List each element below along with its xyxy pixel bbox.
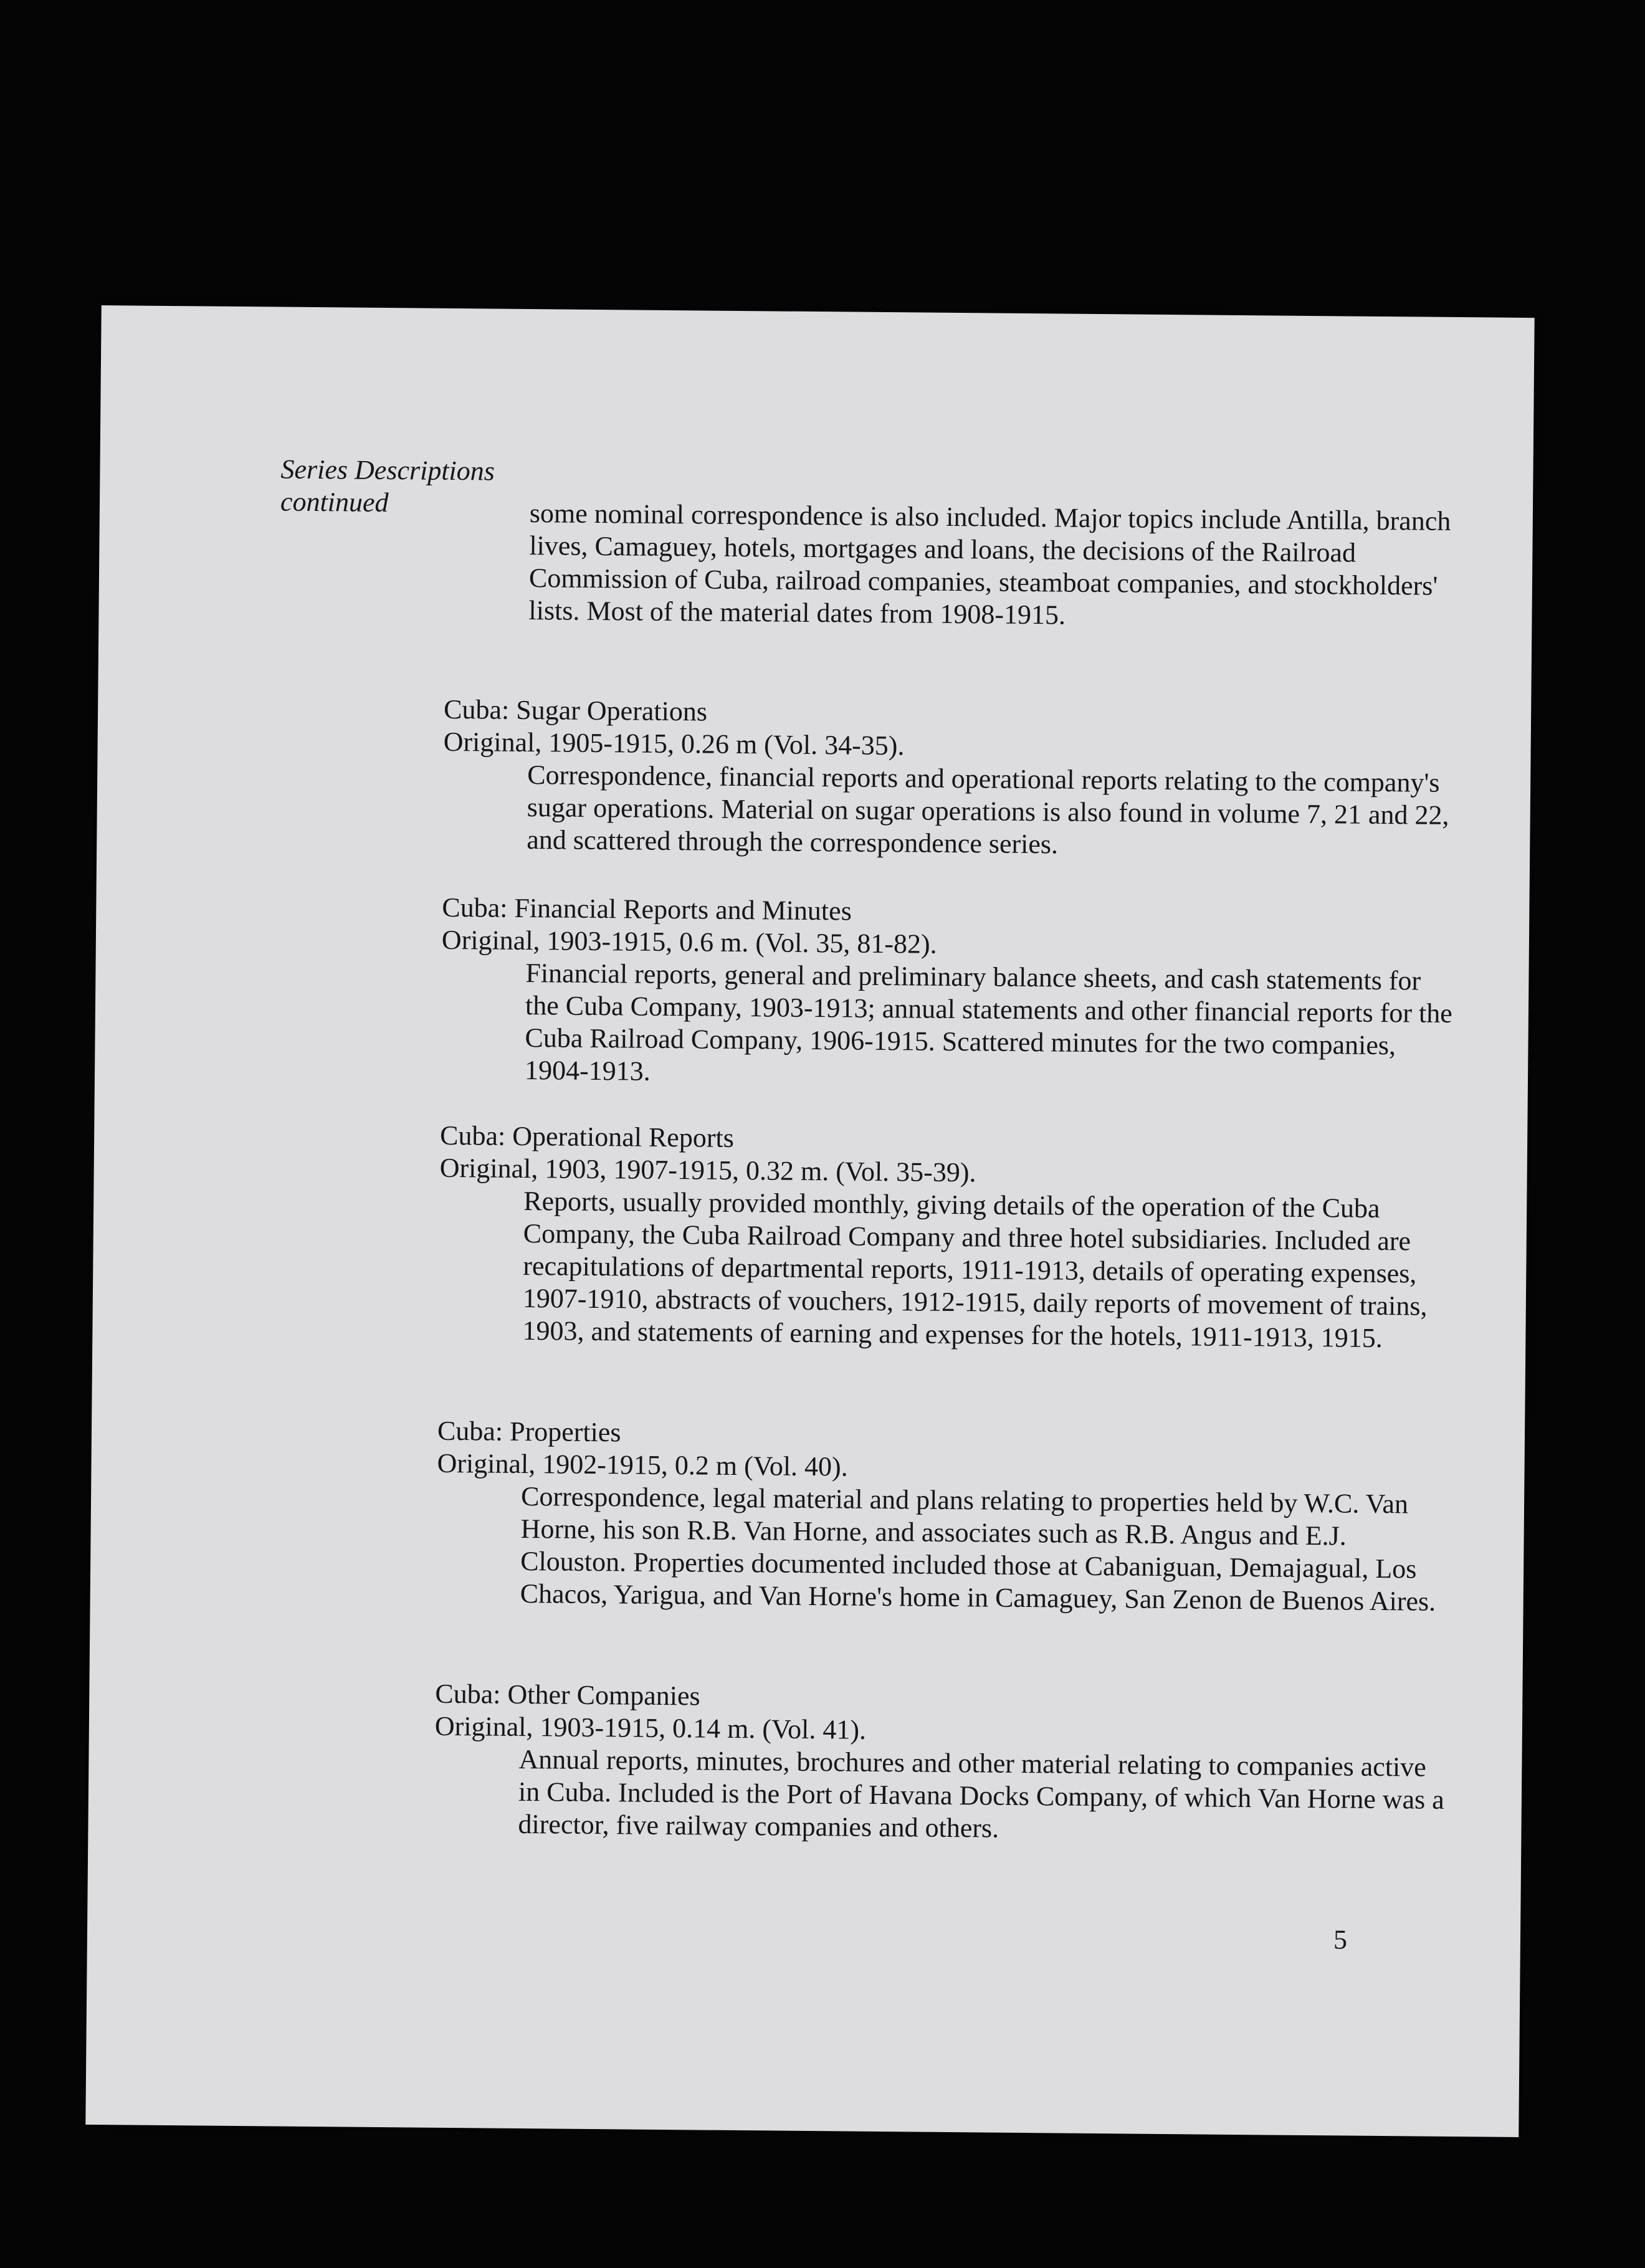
series-extent: Original, 1903, 1907-1915, 0.32 m. (Vol. 35-39). bbox=[439, 1152, 976, 1188]
continued-label: continued bbox=[280, 486, 389, 518]
series-title: Cuba: Properties bbox=[437, 1415, 621, 1448]
series-title: Cuba: Other Companies bbox=[435, 1678, 700, 1712]
series-description: Correspondence, legal material and plans relating to properties held by W.C. Van Horne, his son R.B. Van Horne, and associates such as R.B. Angus and E.J. Clouston. Properties documented included those at Cabaniguan, Demajagual, Los Chacos, Yarigua, and Van Horne's home in Camaguey, San Zenon de Buenos Aires. bbox=[520, 1480, 1436, 1617]
series-description: Financial reports, general and preliminary balance sheets, and cash statements for the Cuba Company, 1903-1913; annual statements and other financial reports for the Cuba Railroad Company, 1906-1915. Scattered minutes for the two companies, 1904-1913. bbox=[524, 958, 1453, 1087]
series-title: Cuba: Operational Reports bbox=[439, 1120, 735, 1153]
series-entry-operational-reports bbox=[438, 1120, 1468, 1355]
series-entry-sugar-operations bbox=[442, 693, 1472, 864]
series-title: Cuba: Financial Reports and Minutes bbox=[442, 892, 852, 927]
series-description: Reports, usually provided monthly, giving details of the operation of the Cuba Company, the Cuba Railroad Company and three hotel subsidiaries. Included are recapitulations of departmental reports, 1911-1913, details of operating expenses, 1907-1910, abstracts of vouchers, 1912-1915, daily reports of movement of trains, 1903, and statements of earning and expenses for the hotels, 1911-1913, 1915. bbox=[522, 1185, 1428, 1354]
series-extent: Original, 1905-1915, 0.26 m (Vol. 34-35). bbox=[443, 726, 905, 761]
document-page bbox=[85, 305, 1534, 2137]
intro-paragraph: some nominal correspondence is also included. Major topics include Antilla, branch lives, Camaguey, hotels, mortgages and loans, the decisions of the Railroad Commission of Cuba, railroad companies, steamboat companies, and stockholders' lists. Most of the material dates from 1908-1915. bbox=[528, 498, 1451, 631]
series-extent: Original, 1902-1915, 0.2 m (Vol. 40). bbox=[437, 1447, 848, 1482]
series-description: Correspondence, financial reports and operational reports relating to the company's sugar operations. Material on sugar operations is also found in volume 7, 21 and 22, and scattered through the correspondence series. bbox=[527, 760, 1449, 860]
series-title: Cuba: Sugar Operations bbox=[443, 693, 708, 727]
page-number: 5 bbox=[1333, 1924, 1348, 1955]
series-entry-other-companies bbox=[434, 1678, 1463, 1849]
series-extent: Original, 1903-1915, 0.14 m. (Vol. 41). bbox=[434, 1710, 867, 1745]
series-description: Annual reports, minutes, brochures and other material relating to companies active in Cuba. Included is the Port of Havana Docks Company, of which Van Horne was a director, five railway companies and others. bbox=[518, 1743, 1445, 1844]
series-extent: Original, 1903-1915, 0.6 m. (Vol. 35, 81-82). bbox=[441, 924, 937, 960]
series-descriptions-heading bbox=[280, 454, 495, 520]
series-entry-properties bbox=[436, 1415, 1466, 1618]
series-label: Series Descriptions bbox=[280, 454, 495, 487]
series-entry-financial-reports bbox=[441, 892, 1471, 1095]
